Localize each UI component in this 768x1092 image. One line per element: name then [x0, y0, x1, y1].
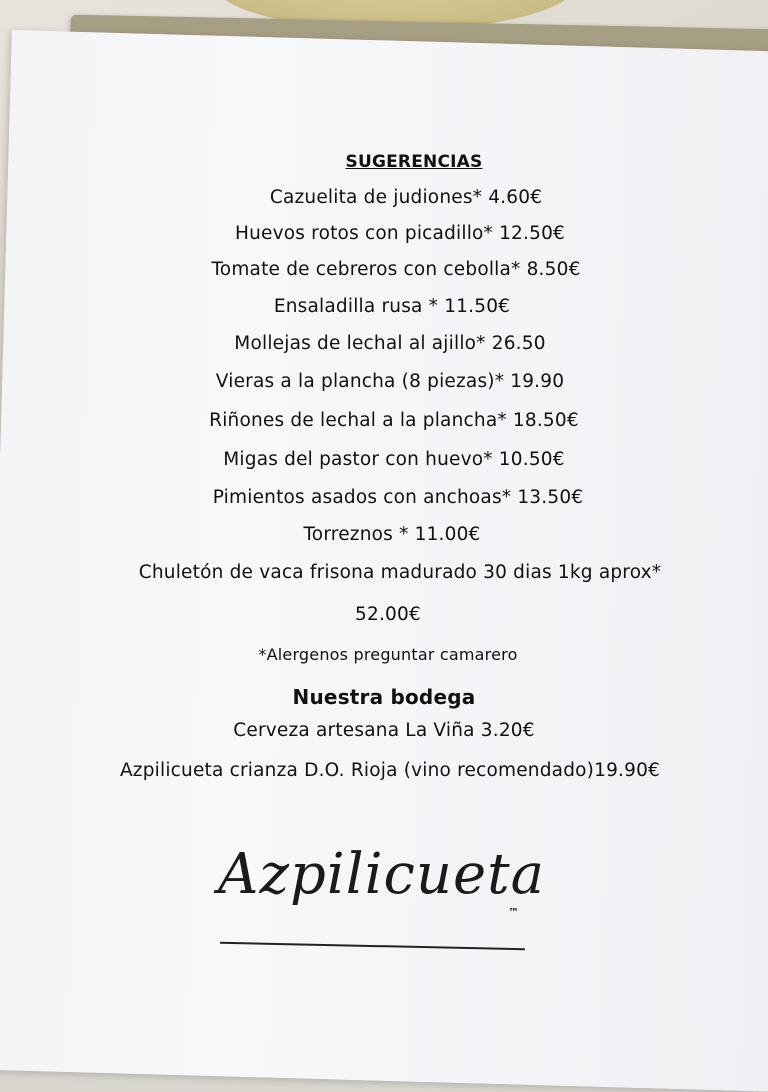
brand-underline — [220, 942, 525, 950]
drink-item: Cerveza artesana La Viña 3.20€ — [233, 720, 535, 741]
menu-item: Mollejas de lechal al ajillo* 26.50 — [234, 333, 546, 354]
menu-item: Riñones de lechal a la plancha* 18.50€ — [209, 410, 579, 431]
menu-item-price: 52.00€ — [355, 604, 421, 625]
menu-item: Ensaladilla rusa * 11.50€ — [273, 296, 511, 317]
menu-item: Cazuelita de judiones* 4.60€ — [269, 187, 543, 208]
menu-item: Torreznos * 11.00€ — [303, 524, 481, 545]
menu-item: Huevos rotos con picadillo* 12.50€ — [234, 223, 566, 244]
trademark-symbol: ™ — [508, 906, 519, 919]
menu-item: Tomate de cebreros con cebolla* 8.50€ — [211, 259, 581, 280]
menu-item: Pimientos asados con anchoas* 13.50€ — [212, 487, 584, 508]
brand-logo: Azpilicueta — [218, 842, 545, 907]
menu-item: Migas del pastor con huevo* 10.50€ — [223, 449, 565, 470]
menu-heading: SUGERENCIAS — [345, 152, 483, 172]
drink-item: Azpilicueta crianza D.O. Rioja (vino recomendado)19.90€ — [119, 760, 661, 781]
menu-item: Vieras a la plancha (8 piezas)* 19.90 — [215, 371, 565, 392]
menu-item: Chuletón de vaca frisona madurado 30 dias 1kg aprox* — [138, 562, 662, 583]
allergen-note: *Alergenos preguntar camarero — [258, 645, 518, 664]
wine-heading: Nuestra bodega — [292, 685, 476, 709]
